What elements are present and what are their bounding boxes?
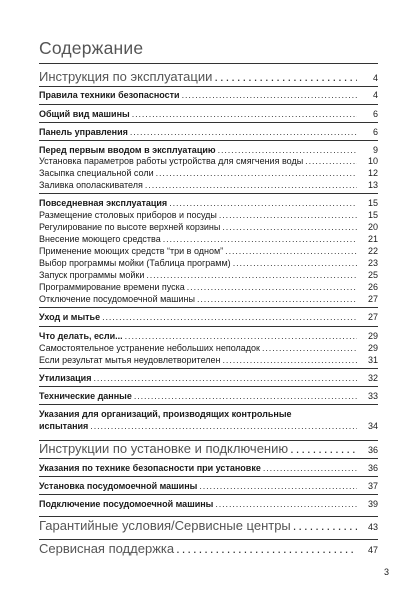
toc-leader-dots (132, 109, 357, 120)
toc-entry-label: Сервисная поддержка (39, 541, 175, 556)
toc-entry[interactable] (39, 145, 378, 156)
toc-entry-page: 36 (367, 445, 378, 455)
toc-leader-dots (130, 127, 357, 138)
toc-entry[interactable] (39, 90, 378, 101)
toc-entry-page: 25 (367, 270, 378, 280)
toc-leader-dots (219, 210, 357, 221)
toc-leader-dots (222, 222, 357, 233)
toc-entry-page: 12 (367, 168, 378, 178)
toc-leader-dots (215, 499, 357, 510)
section-rule (39, 458, 378, 459)
toc-leader-dots (125, 331, 357, 342)
toc-entry-label: Технические данные (39, 391, 132, 401)
toc-leader-dots (187, 282, 357, 293)
toc-entry-label: Повседневная эксплуатация (39, 198, 168, 208)
toc-entry-page: 4 (372, 73, 378, 83)
toc-leader-dots (263, 463, 357, 474)
toc-entry[interactable] (39, 198, 378, 209)
toc-entry-label: Уход и мытье (39, 312, 101, 322)
toc-entry-page: 22 (367, 246, 378, 256)
toc-entry[interactable] (39, 518, 378, 535)
section-rule (39, 476, 378, 477)
toc-entry-label: Инструкции по установке и подключению (39, 441, 289, 456)
toc-entry-label: Что делать, если... (39, 331, 123, 341)
toc-entry[interactable] (39, 246, 378, 257)
toc-entry-label: Гарантийные условия/Сервисные центры (39, 518, 291, 533)
toc-leader-dots (197, 294, 357, 305)
section-rule (39, 86, 378, 87)
toc-entry-label: Выбор программы мойки (Таблица программ) (39, 258, 231, 268)
toc-entry-page: 34 (367, 421, 378, 431)
toc-entry[interactable] (39, 168, 378, 179)
toc-entry-label: Указания по технике безопасности при установке (39, 463, 261, 473)
toc-entry-label: Заливка ополаскивателя (39, 180, 143, 190)
toc-entry-page: 9 (372, 145, 378, 155)
section-rule (39, 326, 378, 327)
toc-entry-page: 6 (372, 109, 378, 119)
toc-entry-page: 31 (367, 355, 378, 365)
toc-entry-page: 15 (367, 210, 378, 220)
toc-entry[interactable] (39, 481, 378, 492)
toc-entry-page: 32 (367, 373, 378, 383)
toc-leader-dots (90, 421, 357, 432)
section-rule (39, 368, 378, 369)
toc-leader-dots (305, 156, 357, 167)
toc-leader-dots (199, 481, 357, 492)
toc-leader-dots (93, 373, 357, 384)
toc-leader-dots (290, 441, 357, 456)
toc-entry[interactable] (39, 210, 378, 221)
toc-entry[interactable] (39, 343, 378, 354)
section-rule (39, 122, 378, 123)
toc-entry-label: Если результат мытья неудовлетворителен (39, 355, 221, 365)
toc-entry-page: 37 (367, 481, 378, 491)
toc-entry-label: Утилизация (39, 373, 92, 383)
section-rule (39, 539, 378, 540)
toc-entry-label: Внесение моющего средства (39, 234, 161, 244)
toc-entry-page: 29 (367, 343, 378, 353)
toc-entry[interactable] (39, 180, 378, 191)
toc-leader-dots (163, 234, 357, 245)
toc-entry[interactable] (39, 312, 378, 323)
toc-entry-label: Самостоятельное устранение небольших неполадок (39, 343, 260, 353)
toc-entry-label: Засыпка специальной соли (39, 168, 154, 178)
toc-entry[interactable] (39, 331, 378, 342)
toc-leader-dots (218, 145, 357, 156)
toc-entry[interactable] (39, 421, 378, 432)
toc-leader-dots (214, 69, 357, 84)
toc-entry[interactable] (39, 258, 378, 269)
toc-entry-page: 10 (367, 156, 378, 166)
toc-entry[interactable] (39, 109, 378, 120)
toc-leader-dots (169, 198, 357, 209)
toc-leader-dots (233, 258, 357, 269)
toc-entry-page: 27 (367, 294, 378, 304)
toc-entry[interactable] (39, 441, 378, 458)
toc-entry-page: 29 (367, 331, 378, 341)
toc-entry-page: 39 (367, 499, 378, 509)
toc-entry-label: Запуск программы мойки (39, 270, 145, 280)
toc-leader-dots (145, 180, 357, 191)
toc-entry[interactable] (39, 355, 378, 366)
toc-entry[interactable] (39, 294, 378, 305)
section-rule (39, 193, 378, 194)
toc-entry-label: Программирование времени пуска (39, 282, 185, 292)
page-title: Содержание (39, 38, 144, 58)
toc-entry-label: Установка посудомоечной машины (39, 481, 198, 491)
toc-leader-dots (223, 355, 357, 366)
toc-entry[interactable] (39, 156, 378, 167)
toc-entry-page: 4 (372, 90, 378, 100)
toc-entry-label: Общий вид машины (39, 109, 130, 119)
toc-entry-page: 33 (367, 391, 378, 401)
toc-leader-dots (225, 246, 357, 257)
toc-entry-label: испытания (39, 421, 89, 431)
toc-leader-dots (293, 518, 357, 533)
toc-entry-label: Подключение посудомоечной машины (39, 499, 214, 509)
toc-leader-dots (146, 270, 357, 281)
toc-entry-page: 43 (367, 522, 378, 532)
section-rule (39, 494, 378, 495)
toc-entry-label: Регулирование по высоте верхней корзины (39, 222, 221, 232)
toc-entry-label: Панель управления (39, 127, 128, 137)
toc-entry-page: 20 (367, 222, 378, 232)
toc-entry-label: Применение моющих средств “три в одном” (39, 246, 224, 256)
toc-entry[interactable] (39, 222, 378, 233)
toc-leader-dots (102, 312, 357, 323)
toc-entry[interactable] (39, 234, 378, 245)
toc-entry-page: 27 (367, 312, 378, 322)
toc-entry[interactable] (39, 373, 378, 384)
page-number: 3 (384, 567, 390, 577)
toc-entry-page: 36 (367, 463, 378, 473)
section-rule (39, 404, 378, 405)
toc-leader-dots (176, 541, 357, 556)
toc-entry-page: 21 (367, 234, 378, 244)
toc-entry-label: Перед первым вводом в эксплуатацию (39, 145, 216, 155)
toc-entry-label: Отключение посудомоечной машины (39, 294, 195, 304)
toc-entry[interactable] (39, 541, 378, 558)
toc-entry-label: Установка параметров работы устройства для смягчения воды (39, 156, 304, 166)
toc-entry[interactable] (39, 391, 378, 402)
toc-entry-page: 6 (372, 127, 378, 137)
toc-entry[interactable] (39, 499, 378, 510)
toc-leader-dots (262, 343, 357, 354)
title-rule (39, 63, 378, 64)
toc-entry-organizations-line1[interactable]: Указания для организаций, производящих контрольные (39, 409, 292, 419)
section-rule (39, 307, 378, 308)
toc-entry-label: Правила техники безопасности (39, 90, 180, 100)
toc-entry[interactable] (39, 463, 378, 474)
toc-entry-page: 26 (367, 282, 378, 292)
toc-entry[interactable] (39, 282, 378, 293)
toc-leader-dots (134, 391, 357, 402)
section-rule (39, 140, 378, 141)
toc-entry[interactable] (39, 127, 378, 138)
toc-entry-label: Инструкция по эксплуатации (39, 69, 213, 84)
toc-leader-dots (156, 168, 357, 179)
toc-leader-dots (182, 90, 357, 101)
toc-entry-page: 15 (367, 198, 378, 208)
toc-entry[interactable] (39, 69, 378, 86)
toc-entry[interactable] (39, 270, 378, 281)
toc-entry-label: Размещение столовых приборов и посуды (39, 210, 217, 220)
section-rule (39, 386, 378, 387)
section-rule (39, 104, 378, 105)
toc-entry-page: 13 (367, 180, 378, 190)
toc-entry-page: 23 (367, 258, 378, 268)
section-rule (39, 516, 378, 517)
toc-entry-page: 47 (367, 545, 378, 555)
